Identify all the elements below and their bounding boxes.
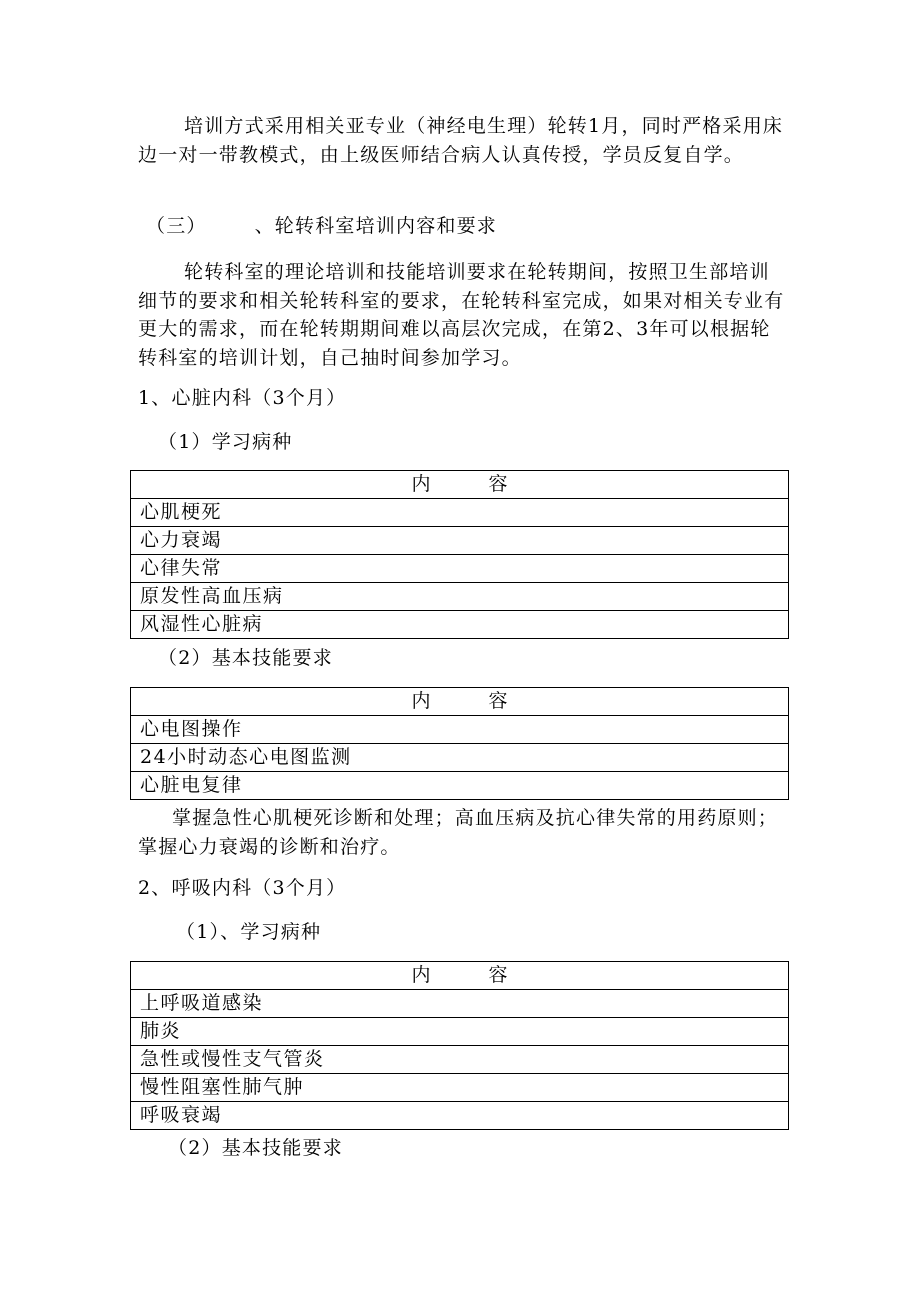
table-row	[131, 583, 789, 611]
table-header-row	[131, 471, 789, 499]
table-header: 内 容	[131, 688, 789, 716]
table-row	[131, 772, 789, 800]
table-cell: 心律失常	[131, 555, 789, 583]
table-row	[131, 1018, 789, 1046]
table-cell: 风湿性心脏病	[131, 611, 789, 639]
table-cell: 慢性阻塞性肺气肿	[131, 1074, 789, 1102]
cardio-diseases-label: （1）学习病种	[158, 431, 293, 453]
table-cell: 急性或慢性支气管炎	[131, 1046, 789, 1074]
intro-paragraph-1: 培训方式采用相关亚专业（神经电生理）轮转1月，同时严格采用床边一对一带教模式，由上级医师结合病人认真传授，学员反复自学。	[138, 115, 784, 166]
cardio-skills-table	[130, 687, 789, 800]
table-cell: 原发性高血压病	[131, 583, 789, 611]
table-row	[131, 1046, 789, 1074]
cardio-diseases-table	[130, 470, 789, 639]
intro-paragraph-2: 轮转科室的理论培训和技能培训要求在轮转期间，按照卫生部培训细节的要求和相关轮转科室的要求，在轮转科室完成，如果对相关专业有更大的需求，而在轮转期期间难以高层次完成，在第2、3年可以根据轮转科室的培训计划，自己抽时间参加学习。	[138, 261, 785, 369]
resp-diseases-label: （1）、学习病种	[176, 921, 322, 943]
table-cell: 24小时动态心电图监测	[131, 744, 789, 772]
table-cell: 心电图操作	[131, 716, 789, 744]
resp-heading: 2、呼吸内科（3个月）	[138, 877, 347, 899]
table-cell: 心脏电复律	[131, 772, 789, 800]
table-cell: 心肌梗死	[131, 499, 789, 527]
cardio-skills-label: （2）基本技能要求	[158, 647, 333, 669]
resp-diseases-table	[130, 961, 789, 1130]
table-row	[131, 1102, 789, 1130]
cardio-heading: 1、心脏内科（3个月）	[138, 387, 347, 409]
resp-skills-label: （2）基本技能要求	[168, 1137, 343, 1159]
table-row	[131, 555, 789, 583]
section-3-heading	[146, 214, 497, 238]
table-header-row	[131, 962, 789, 990]
table-row	[131, 1074, 789, 1102]
table-cell: 心力衰竭	[131, 527, 789, 555]
table-row	[131, 990, 789, 1018]
section-3-number: （三）	[146, 215, 207, 237]
table-cell: 上呼吸道感染	[131, 990, 789, 1018]
table-cell: 肺炎	[131, 1018, 789, 1046]
table-row	[131, 744, 789, 772]
table-row	[131, 527, 789, 555]
table-header: 内 容	[131, 471, 789, 499]
table-row	[131, 716, 789, 744]
table-row	[131, 499, 789, 527]
table-header-row	[131, 688, 789, 716]
table-header: 内 容	[131, 962, 789, 990]
section-3-title: 、轮转科室培训内容和要求	[254, 215, 498, 237]
cardio-summary: 掌握急性心肌梗死诊断和处理；高血压病及抗心律失常的用药原则；掌握心力衰竭的诊断和治疗。	[138, 807, 779, 858]
table-row	[131, 611, 789, 639]
table-cell: 呼吸衰竭	[131, 1102, 789, 1130]
